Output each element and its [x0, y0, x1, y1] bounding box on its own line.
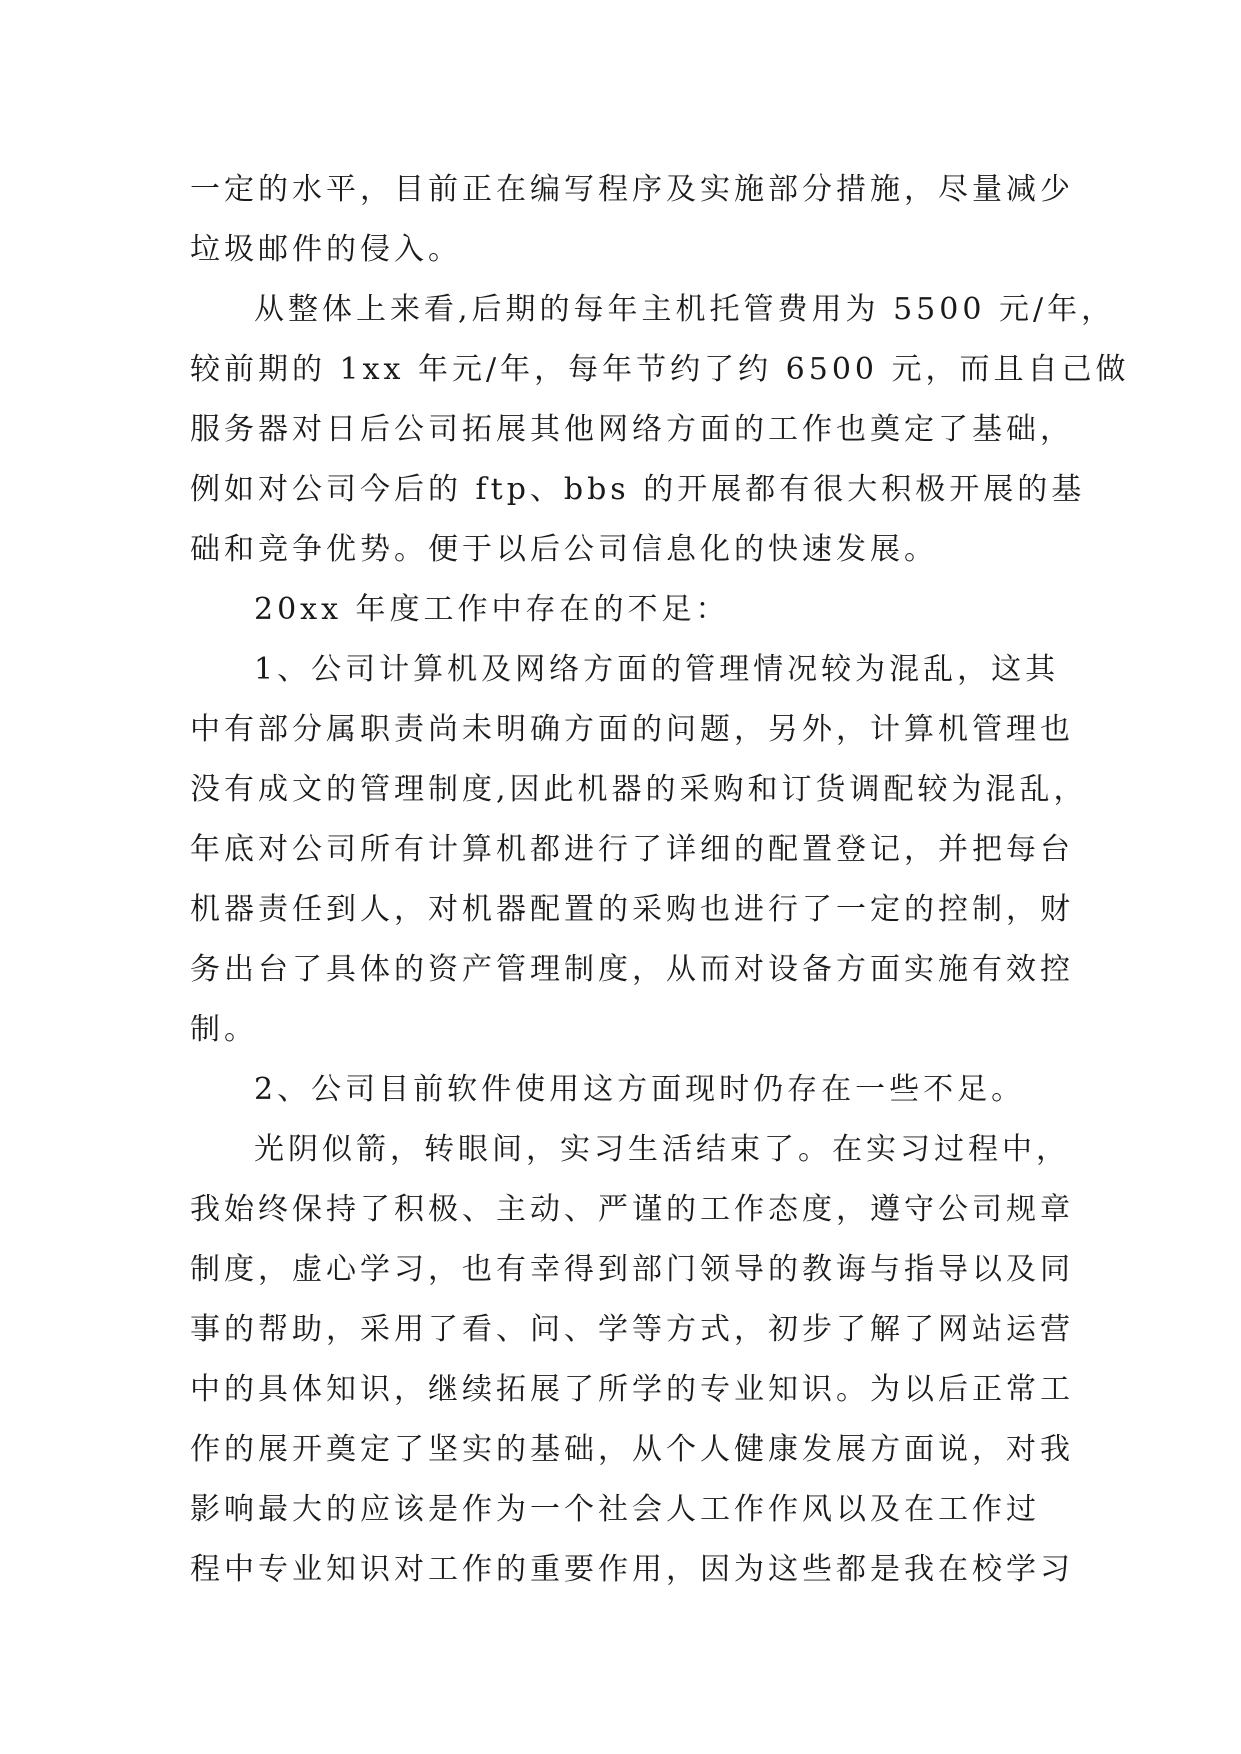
text-line: 程中专业知识对工作的重要作用，因为这些都是我在校学习 [190, 1552, 1074, 1587]
text-line: 光阴似箭，转眼间，实习生活结束了。在实习过程中， [254, 1132, 1070, 1167]
text-line: 机器责任到人，对机器配置的采购也进行了一定的控制，财 [190, 892, 1074, 927]
text-line: 影响最大的应该是作为一个社会人工作作风以及在工作过 [190, 1492, 1040, 1527]
text-line: 从整体上来看,后期的每年主机托管费用为 5500 元/年， [254, 292, 1116, 327]
text-line: 20xx 年度工作中存在的不足： [254, 592, 730, 627]
text-line: 务出台了具体的资产管理制度，从而对设备方面实施有效控 [190, 952, 1074, 987]
text-line: 作的展开奠定了坚实的基础，从个人健康发展方面说，对我 [190, 1432, 1074, 1467]
text-line: 没有成文的管理制度,因此机器的采购和订货调配较为混乱， [190, 772, 1088, 807]
text-line: 例如对公司今后的 ftp、bbs 的开展都有很大积极开展的基 [190, 472, 1086, 507]
text-line: 制度，虚心学习，也有幸得到部门领导的教诲与指导以及同 [190, 1252, 1074, 1287]
text-line: 较前期的 1xx 年元/年，每年节约了约 6500 元，而且自己做 [190, 352, 1130, 387]
text-line: 一定的水平，目前正在编写程序及实施部分措施，尽量减少 [190, 172, 1074, 207]
text-line: 中有部分属职责尚未明确方面的问题，另外，计算机管理也 [190, 712, 1074, 747]
text-line: 础和竞争优势。便于以后公司信息化的快速发展。 [190, 532, 938, 567]
text-line: 制。 [190, 1012, 258, 1047]
text-line: 事的帮助，采用了看、问、学等方式，初步了解了网站运营 [190, 1312, 1074, 1347]
text-line: 服务器对日后公司拓展其他网络方面的工作也奠定了基础， [190, 412, 1074, 447]
text-line: 年底对公司所有计算机都进行了详细的配置登记，并把每台 [190, 832, 1074, 867]
text-line: 中的具体知识，继续拓展了所学的专业知识。为以后正常工 [190, 1372, 1074, 1407]
document-body [190, 160, 1130, 1600]
text-line: 2、公司目前软件使用这方面现时仍存在一些不足。 [254, 1072, 1026, 1107]
text-line: 垃圾邮件的侵入。 [190, 232, 462, 267]
text-line: 1、公司计算机及网络方面的管理情况较为混乱，这其 [254, 652, 1060, 687]
text-line: 我始终保持了积极、主动、严谨的工作态度，遵守公司规章 [190, 1192, 1074, 1227]
